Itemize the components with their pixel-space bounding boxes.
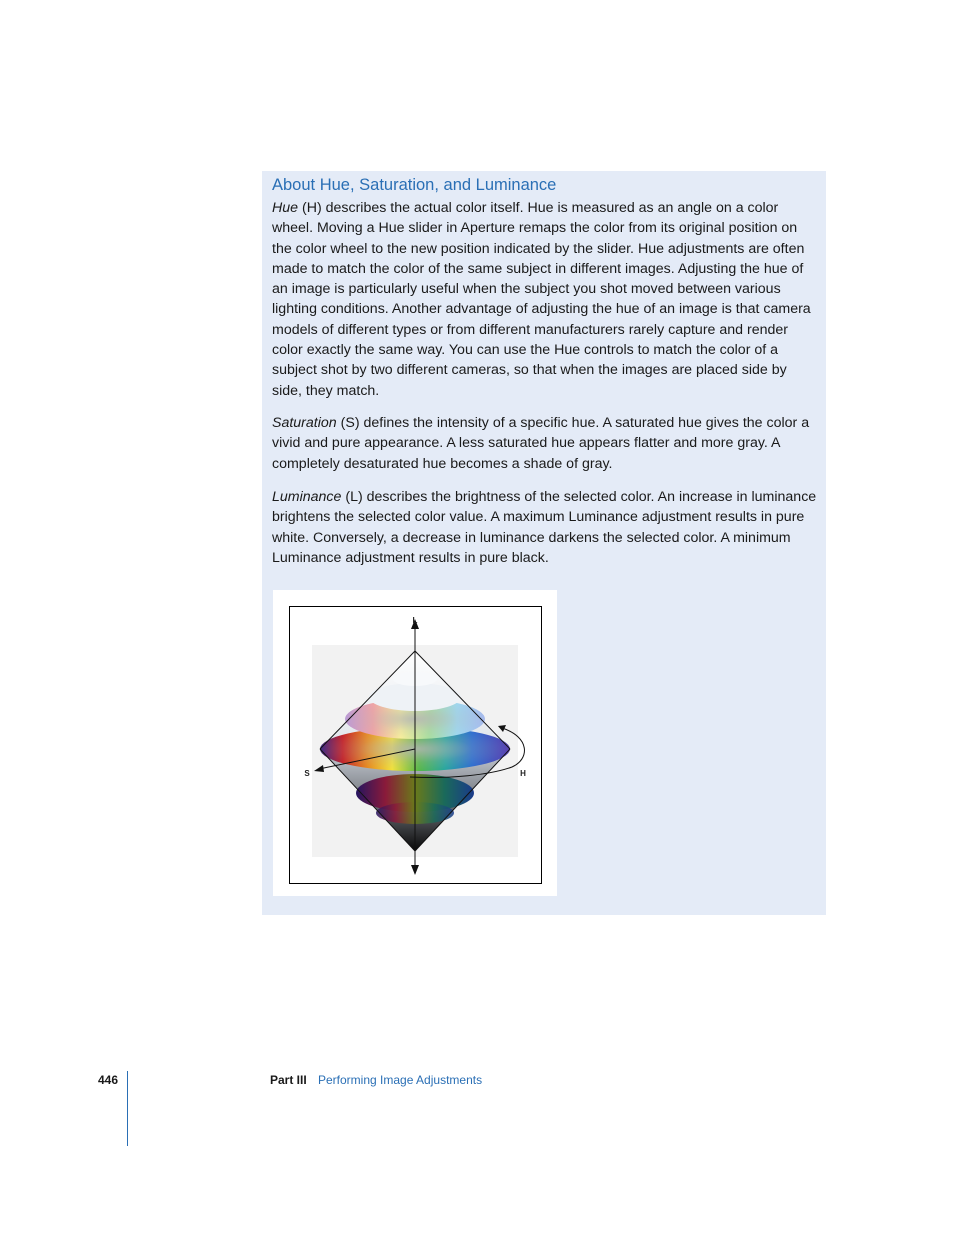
footer-divider [127, 1071, 128, 1146]
hue-paragraph [272, 198, 817, 401]
footer-part-label: Part III [270, 1073, 307, 1087]
luminance-paragraph [272, 487, 817, 568]
luminance-down-arrow-icon [411, 865, 419, 875]
saturation-term: Saturation [272, 415, 337, 431]
axis-label-h: H [520, 769, 526, 778]
section-title: About Hue, Saturation, and Luminance [272, 176, 557, 194]
hue-term: Hue [272, 200, 299, 216]
luminance-text: (L) describes the brightness of the selected color. An increase in luminance brightens the selected color value. A maximum Luminance adjustment results in pure white. Conversely, a decrease in luminance darkens the selected color. A minimum Luminance adjustment results in pure black. [272, 489, 817, 566]
hue-text: (H) describes the actual color itself. Hue is measured as an angle on a color wheel. Moving a Hue slider in Aperture remaps the color from its original position on the color wheel to the new position indicated by the slider. Hue adjustments are often made to match the color of the same subject in different images. Adjusting the hue of an image is particularly useful when the subject you shot moved between various lighting conditions. Another advantage of adjusting the hue of an image is that camera models of different types or from different manufacturers rarely capture and render color exactly the same way. You can use the Hue controls to match the color of a subject shot by two different cameras, so that when the images are placed side by side, they match. [272, 200, 811, 399]
saturation-paragraph [272, 413, 817, 474]
axis-label-s: S [304, 769, 310, 778]
axis-label-l: L [412, 616, 418, 625]
hsl-double-cone-illustration [290, 607, 541, 883]
footer-chapter-link[interactable]: Performing Image Adjustments [318, 1073, 483, 1087]
luminance-term: Luminance [272, 489, 342, 505]
saturation-text: (S) defines the intensity of a specific hue. A saturated hue gives the color a vivid and pure appearance. A less saturated hue appears flatter and more gray. A completely desaturated hue becomes a shade of gray. [272, 415, 810, 472]
page-number: 446 [98, 1073, 119, 1087]
hsl-double-cone-figure [289, 606, 542, 884]
